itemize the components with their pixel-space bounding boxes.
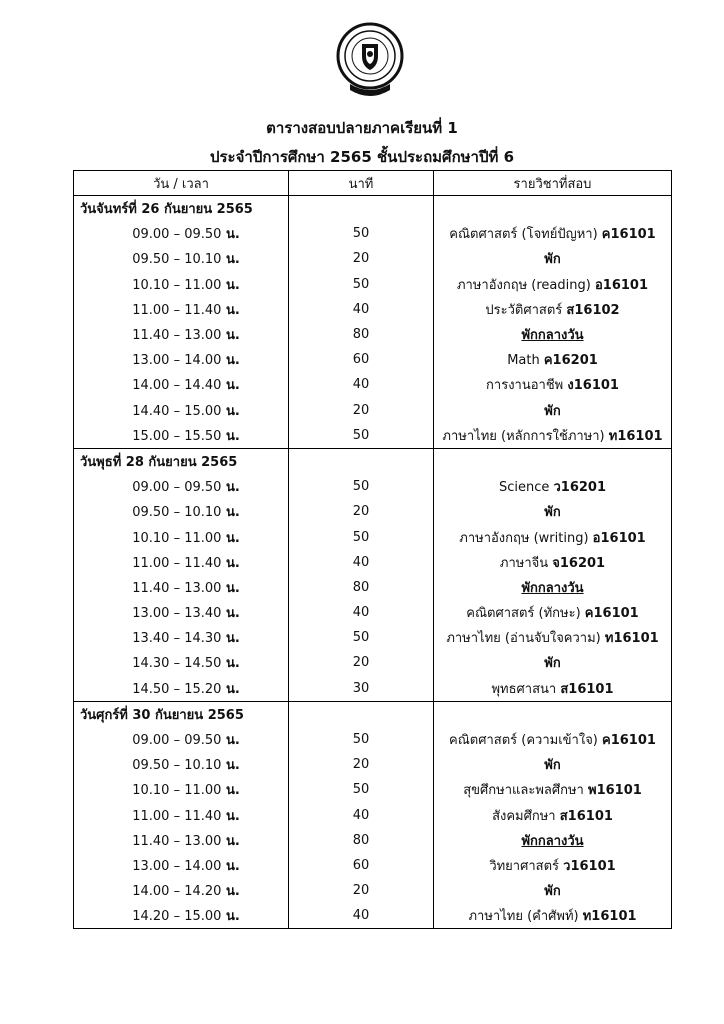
empty-cell xyxy=(434,196,672,222)
time-unit: น. xyxy=(221,783,240,799)
subject-cell xyxy=(434,398,672,423)
minutes-cell: 80 xyxy=(289,828,434,853)
subject-name: คณิตศาสตร์ (ทักษะ) xyxy=(466,606,585,622)
subject-code: ว16201 xyxy=(553,480,607,496)
subject-name: พัก xyxy=(544,758,561,774)
time-range: 15.00 – 15.50 xyxy=(132,428,222,444)
subject-code: ค16101 xyxy=(602,733,656,749)
table-row xyxy=(74,878,672,903)
time-cell xyxy=(74,372,289,397)
exam-schedule-table xyxy=(73,170,672,929)
time-unit: น. xyxy=(221,403,240,419)
time-range: 11.00 – 11.40 xyxy=(132,555,222,571)
time-cell xyxy=(74,524,289,549)
table-row xyxy=(74,727,672,752)
day-header-row xyxy=(74,701,672,727)
subject-cell xyxy=(434,524,672,549)
subject-name: พัก xyxy=(544,884,561,900)
time-cell xyxy=(74,676,289,702)
time-range: 09.00 – 09.50 xyxy=(132,480,222,496)
minutes-cell: 50 xyxy=(289,524,434,549)
subject-cell xyxy=(434,903,672,929)
time-range: 13.00 – 13.40 xyxy=(132,606,222,622)
subject-cell xyxy=(434,777,672,802)
time-unit: น. xyxy=(221,858,240,874)
column-header-subject: รายวิชาที่สอบ xyxy=(434,171,672,196)
subject-cell xyxy=(434,878,672,903)
time-unit: น. xyxy=(221,353,240,369)
time-range: 11.40 – 13.00 xyxy=(132,833,222,849)
time-range: 14.40 – 15.00 xyxy=(132,403,222,419)
subject-name: พัก xyxy=(544,505,561,521)
time-cell xyxy=(74,878,289,903)
time-range: 09.00 – 09.50 xyxy=(132,227,222,243)
minutes-cell: 40 xyxy=(289,372,434,397)
time-range: 13.40 – 14.30 xyxy=(132,631,222,647)
subject-code: ท16101 xyxy=(582,909,637,925)
table-row xyxy=(74,398,672,423)
subject-code: ค16101 xyxy=(601,227,656,243)
subject-code: ส16102 xyxy=(566,302,620,318)
table-row xyxy=(74,777,672,802)
time-cell xyxy=(74,600,289,625)
table-row xyxy=(74,752,672,777)
subject-cell xyxy=(434,853,672,878)
minutes-cell: 20 xyxy=(289,878,434,903)
subject-name: สังคมศึกษา xyxy=(492,808,560,824)
subject-cell xyxy=(434,625,672,650)
subject-name: การงานอาชีพ xyxy=(486,378,568,394)
time-range: 09.50 – 10.10 xyxy=(132,252,222,268)
subject-code: พ16101 xyxy=(588,783,642,799)
time-range: 10.10 – 11.00 xyxy=(132,277,222,293)
subject-name: พักกลางวัน xyxy=(521,580,584,596)
day-header-row xyxy=(74,448,672,474)
subject-cell xyxy=(434,499,672,524)
time-unit: น. xyxy=(221,733,240,749)
subject-code: ส16101 xyxy=(560,681,614,697)
time-range: 11.00 – 11.40 xyxy=(132,302,222,318)
time-cell xyxy=(74,423,289,449)
minutes-cell: 50 xyxy=(289,272,434,297)
subject-name: ภาษาไทย (คำศัพท์) xyxy=(468,909,583,925)
subject-cell xyxy=(434,221,672,246)
subject-name: ประวัติศาสตร์ xyxy=(485,302,567,318)
time-cell xyxy=(74,752,289,777)
minutes-cell: 20 xyxy=(289,246,434,271)
table-row xyxy=(74,347,672,372)
table-row xyxy=(74,272,672,297)
subject-code: จ16201 xyxy=(552,555,606,571)
time-cell xyxy=(74,297,289,322)
subject-name: พัก xyxy=(544,403,561,419)
time-range: 09.50 – 10.10 xyxy=(132,758,222,774)
subject-cell xyxy=(434,272,672,297)
subject-name: ภาษาอังกฤษ (reading) xyxy=(456,277,595,293)
subject-cell xyxy=(434,474,672,499)
subject-cell xyxy=(434,752,672,777)
day-label: วันพุธที่ 28 กันยายน 2565 xyxy=(74,448,289,474)
day-header-row xyxy=(74,196,672,222)
table-row xyxy=(74,650,672,675)
time-cell xyxy=(74,499,289,524)
table-row xyxy=(74,423,672,449)
time-range: 11.40 – 13.00 xyxy=(132,580,222,596)
time-cell xyxy=(74,575,289,600)
minutes-cell: 40 xyxy=(289,297,434,322)
day-label: วันจันทร์ที่ 26 กันยายน 2565 xyxy=(74,196,289,222)
time-range: 14.50 – 15.20 xyxy=(132,681,222,697)
subject-name: พุทธศาสนา xyxy=(491,681,561,697)
minutes-cell: 20 xyxy=(289,650,434,675)
school-seal-logo xyxy=(336,22,404,102)
empty-cell xyxy=(434,448,672,474)
table-row xyxy=(74,221,672,246)
subject-cell xyxy=(434,246,672,271)
table-row xyxy=(74,297,672,322)
subject-cell xyxy=(434,372,672,397)
time-unit: น. xyxy=(221,758,240,774)
time-unit: น. xyxy=(221,833,240,849)
time-unit: น. xyxy=(221,328,240,344)
time-unit: น. xyxy=(221,277,240,293)
subject-code: ส16101 xyxy=(559,808,613,824)
schedule-body xyxy=(74,196,672,929)
time-unit: น. xyxy=(221,555,240,571)
time-cell xyxy=(74,903,289,929)
subject-name: พัก xyxy=(544,656,561,672)
subject-name: Math xyxy=(507,353,544,369)
time-unit: น. xyxy=(221,227,240,243)
table-row xyxy=(74,524,672,549)
minutes-cell: 50 xyxy=(289,221,434,246)
time-unit: น. xyxy=(221,530,240,546)
time-cell xyxy=(74,398,289,423)
time-unit: น. xyxy=(221,808,240,824)
time-range: 13.00 – 14.00 xyxy=(132,353,222,369)
time-unit: น. xyxy=(221,580,240,596)
subject-code: ว16101 xyxy=(563,858,616,874)
time-unit: น. xyxy=(221,378,240,394)
time-range: 10.10 – 11.00 xyxy=(132,783,222,799)
time-unit: น. xyxy=(221,631,240,647)
time-cell xyxy=(74,650,289,675)
subject-cell xyxy=(434,828,672,853)
time-range: 14.00 – 14.20 xyxy=(132,884,222,900)
subject-code: ค16101 xyxy=(584,606,639,622)
minutes-cell: 40 xyxy=(289,903,434,929)
minutes-cell: 50 xyxy=(289,777,434,802)
time-unit: น. xyxy=(221,428,240,444)
minutes-cell: 50 xyxy=(289,625,434,650)
minutes-cell: 60 xyxy=(289,347,434,372)
minutes-cell: 80 xyxy=(289,575,434,600)
subject-cell xyxy=(434,550,672,575)
subject-name: ภาษาอังกฤษ (writing) xyxy=(459,530,593,546)
time-cell xyxy=(74,322,289,347)
time-range: 09.00 – 09.50 xyxy=(132,733,222,749)
subject-code: อ16101 xyxy=(594,277,649,293)
time-unit: น. xyxy=(221,656,240,672)
subject-code: ค16201 xyxy=(543,353,598,369)
time-unit: น. xyxy=(221,681,240,697)
time-cell xyxy=(74,853,289,878)
subject-name: คณิตศาสตร์ (ความเข้าใจ) xyxy=(449,733,603,749)
table-row xyxy=(74,322,672,347)
table-row xyxy=(74,246,672,271)
table-row xyxy=(74,550,672,575)
subject-name: พักกลางวัน xyxy=(521,328,584,344)
subject-cell xyxy=(434,727,672,752)
minutes-cell: 50 xyxy=(289,423,434,449)
minutes-cell: 40 xyxy=(289,600,434,625)
subject-cell xyxy=(434,676,672,702)
subject-cell xyxy=(434,347,672,372)
table-row xyxy=(74,903,672,929)
minutes-cell: 60 xyxy=(289,853,434,878)
time-cell xyxy=(74,550,289,575)
time-cell xyxy=(74,625,289,650)
subject-name: สุขศึกษาและพลศึกษา xyxy=(463,783,588,799)
time-cell xyxy=(74,474,289,499)
subject-cell xyxy=(434,803,672,828)
subject-name: Science xyxy=(498,480,554,496)
minutes-cell: 80 xyxy=(289,322,434,347)
time-range: 10.10 – 11.00 xyxy=(132,530,222,546)
document-title: ตารางสอบปลายภาคเรียนที่ 1 xyxy=(266,119,458,137)
subject-cell xyxy=(434,650,672,675)
time-range: 11.40 – 13.00 xyxy=(132,328,222,344)
time-cell xyxy=(74,272,289,297)
empty-cell xyxy=(289,448,434,474)
table-row xyxy=(74,575,672,600)
subject-name: ภาษาจีน xyxy=(499,555,553,571)
table-row xyxy=(74,803,672,828)
subject-cell xyxy=(434,423,672,449)
table-row xyxy=(74,625,672,650)
time-unit: น. xyxy=(221,302,240,318)
time-unit: น. xyxy=(221,884,240,900)
minutes-cell: 20 xyxy=(289,752,434,777)
time-cell xyxy=(74,246,289,271)
time-unit: น. xyxy=(221,505,240,521)
subject-code: อ16101 xyxy=(592,530,646,546)
minutes-cell: 40 xyxy=(289,803,434,828)
table-row xyxy=(74,676,672,702)
table-row xyxy=(74,828,672,853)
time-unit: น. xyxy=(221,909,240,925)
subject-name: วิทยาศาสตร์ xyxy=(489,858,564,874)
time-range: 14.00 – 14.40 xyxy=(132,378,222,394)
subject-cell xyxy=(434,297,672,322)
table-row xyxy=(74,474,672,499)
time-unit: น. xyxy=(221,480,240,496)
subject-name: ภาษาไทย (หลักการใช้ภาษา) xyxy=(442,428,609,444)
document-subtitle: ประจำปีการศึกษา 2565 ชั้นประถมศึกษาปีที่ 6 xyxy=(209,148,515,166)
subject-name: คณิตศาสตร์ (โจทย์ปัญหา) xyxy=(449,227,602,243)
minutes-cell: 50 xyxy=(289,727,434,752)
time-cell xyxy=(74,803,289,828)
column-header-minutes: นาที xyxy=(289,171,434,196)
empty-cell xyxy=(434,701,672,727)
subject-cell xyxy=(434,322,672,347)
table-row xyxy=(74,499,672,524)
time-range: 13.00 – 14.00 xyxy=(132,858,222,874)
subject-code: ท16101 xyxy=(604,631,659,647)
empty-cell xyxy=(289,701,434,727)
subject-cell xyxy=(434,575,672,600)
time-range: 14.30 – 14.50 xyxy=(132,656,222,672)
subject-name: ภาษาไทย (อ่านจับใจความ) xyxy=(446,631,605,647)
subject-cell xyxy=(434,600,672,625)
minutes-cell: 50 xyxy=(289,474,434,499)
subject-name: พักกลางวัน xyxy=(521,833,584,849)
subject-code: ง16101 xyxy=(567,378,619,394)
minutes-cell: 20 xyxy=(289,499,434,524)
time-unit: น. xyxy=(221,252,240,268)
time-cell xyxy=(74,221,289,246)
subject-code: ท16101 xyxy=(608,428,663,444)
time-range: 14.20 – 15.00 xyxy=(132,909,222,925)
minutes-cell: 30 xyxy=(289,676,434,702)
table-row xyxy=(74,600,672,625)
minutes-cell: 40 xyxy=(289,550,434,575)
day-label: วันศุกร์ที่ 30 กันยายน 2565 xyxy=(74,701,289,727)
table-header-row xyxy=(74,171,672,196)
empty-cell xyxy=(289,196,434,222)
time-range: 11.00 – 11.40 xyxy=(132,808,222,824)
minutes-cell: 20 xyxy=(289,398,434,423)
time-cell xyxy=(74,347,289,372)
subject-name: พัก xyxy=(544,252,561,268)
time-cell xyxy=(74,777,289,802)
table-row xyxy=(74,853,672,878)
time-unit: น. xyxy=(221,606,240,622)
table-row xyxy=(74,372,672,397)
time-cell xyxy=(74,828,289,853)
time-range: 09.50 – 10.10 xyxy=(132,505,222,521)
time-cell xyxy=(74,727,289,752)
column-header-day-time: วัน / เวลา xyxy=(74,171,289,196)
